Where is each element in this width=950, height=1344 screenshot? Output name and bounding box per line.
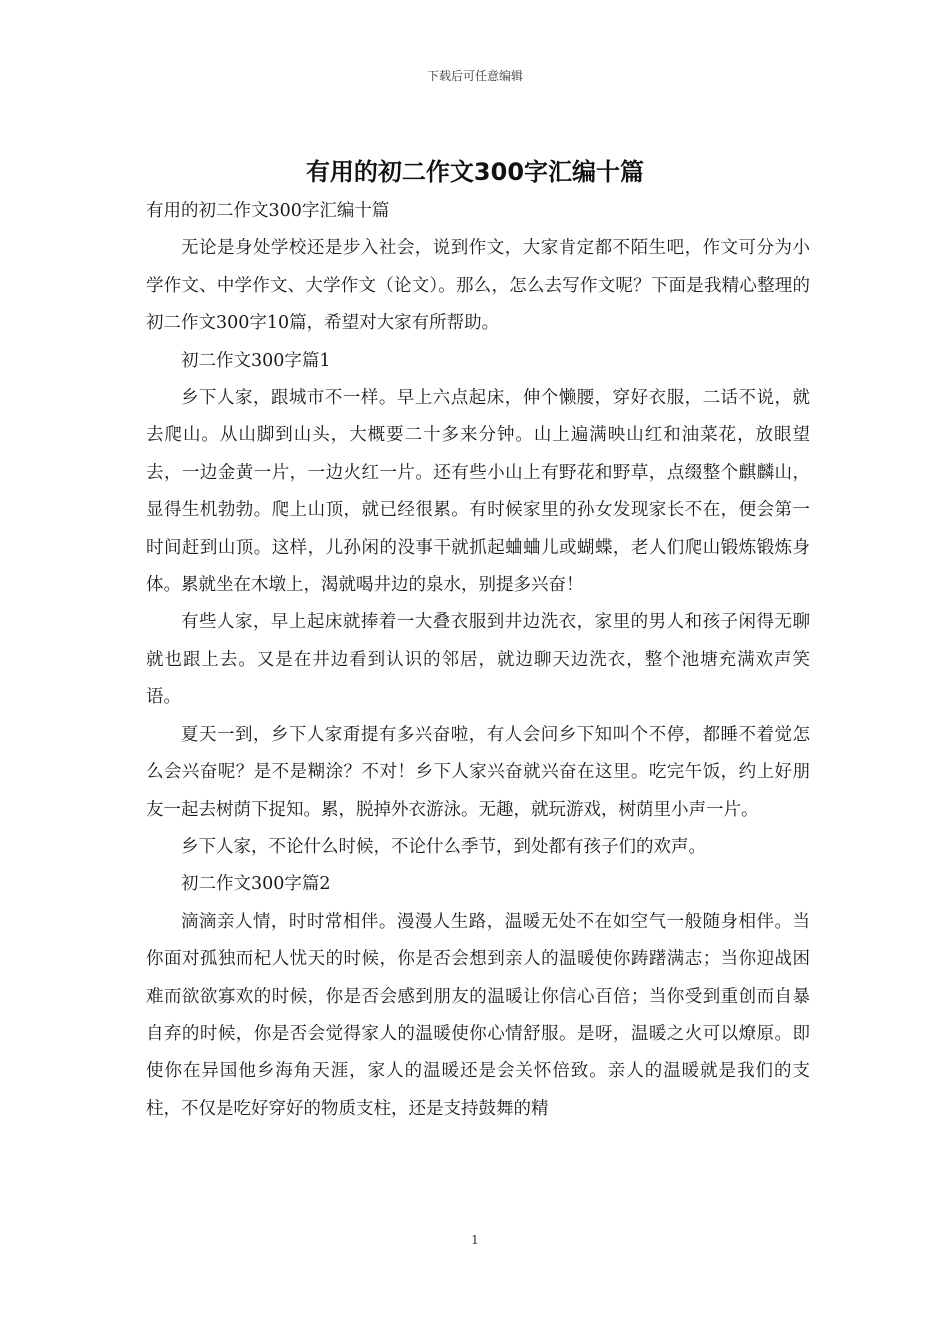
paragraph: 夏天一到，乡下人家甭提有多兴奋啦，有人会问乡下知叫个不停，都睡不着觉怎么会兴奋呢？是不是糊涂？不对！乡下人家兴奋就兴奋在这里。吃完午饭，约上好朋友一起去树荫下捉知。累，脱掉外衣游泳。无趣，就玩游戏，树荫里小声一片。 [146,724,810,820]
section-heading-2: 初二作文300字篇2 [181,874,331,895]
paragraph: 有些人家，早上起床就捧着一大叠衣服到井边洗衣，家里的男人和孩子闲得无聊就也跟上去。又是在井边看到认识的邻居，就边聊天边洗衣，整个池塘充满欢声笑语。 [146,612,810,708]
header-note: 下载后可任意编辑 [426,69,523,83]
page-number: 1 [471,1233,479,1247]
section-heading-1: 初二作文300字篇1 [181,350,331,371]
document-subtitle: 有用的初二作文300字汇编十篇 [146,201,390,221]
paragraph: 乡下人家，跟城市不一样。早上六点起床，伸个懒腰，穿好衣服，二话不说，就去爬山。从山脚到山头，大概要二十多来分钟。山上遍满映山红和油菜花，放眼望去，一边金黄一片，一边火红一片。还有些小山上有野花和野草，点缀整个麒麟山，显得生机勃勃。爬上山顶，就已经很累。有时候家里的孙女发现家长不在，便会第一时间赶到山顶。这样，儿孙闲的没事干就抓起蛐蛐儿或蝴蝶，老人们爬山锻炼锻炼身体。累就坐在木墩上，渴就喝井边的泉水，别提多兴奋！ [146,388,810,596]
document-body [146,193,810,1128]
paragraph: 滴滴亲人情，时时常相伴。漫漫人生路，温暖无处不在如空气一般随身相伴。当你面对孤独而杞人忧天的时候，你是否会想到亲人的温暖使你踌躇满志；当你迎战困难而欲欲寡欢的时候，你是否会感到朋友的温暖让你信心百倍；当你受到重创而自暴自弃的时候，你是否会觉得家人的温暖使你心情舒服。是呀，温暖之火可以燎原。即使你在异国他乡海角天涯，家人的温暖还是会关怀倍致。亲人的温暖就是我们的支柱，不仅是吃好穿好的物质支柱，还是支持鼓舞的精 [146,911,810,1119]
paragraph: 乡下人家，不论什么时候，不论什么季节，到处都有孩子们的欢声。 [181,836,706,857]
intro-paragraph: 无论是身处学校还是步入社会，说到作文，大家肯定都不陌生吧，作文可分为小学作文、中学作文、大学作文（论文）。那么，怎么去写作文呢？下面是我精心整理的初二作文300字10篇，希望对大家有所帮助。 [146,238,810,334]
document-title: 有用的初二作文300字汇编十篇 [305,158,645,186]
